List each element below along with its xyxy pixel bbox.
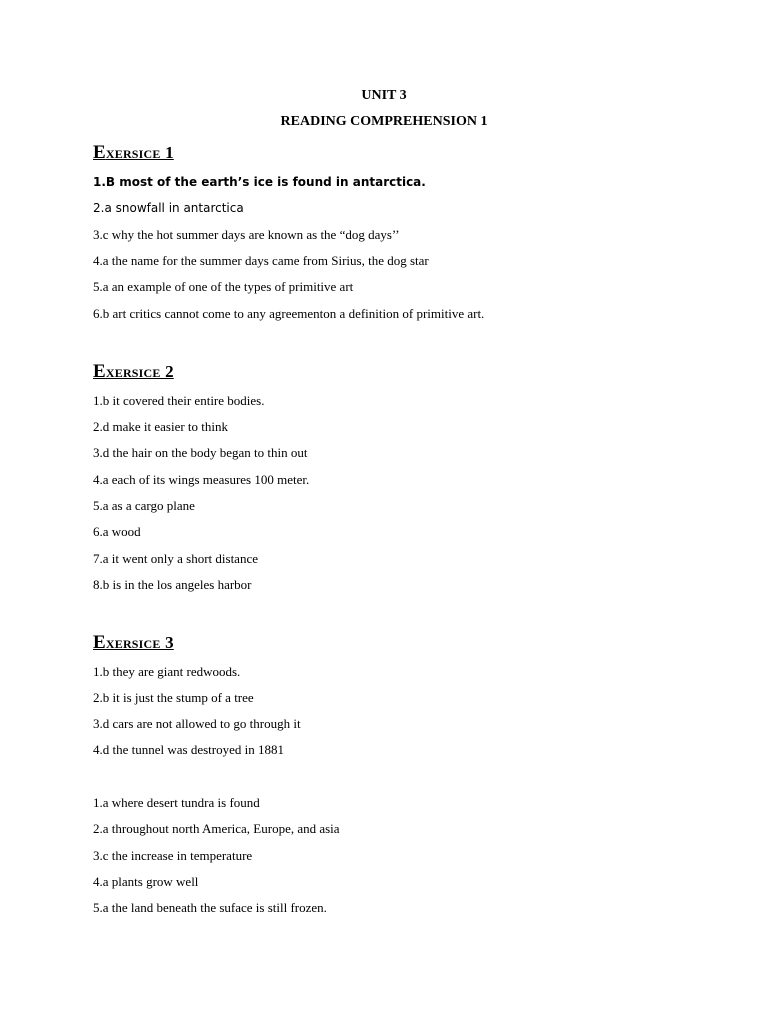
- exercise-3-heading-rest: xersice 3: [105, 633, 174, 652]
- exercise-1-heading: [93, 142, 174, 164]
- exercise-3b-answer-5: 5.a the land beneath the suface is still frozen.: [93, 900, 327, 915]
- exercise-3-answer-2: 2.b it is just the stump of a tree: [93, 690, 254, 705]
- exercise-3-heading-initial: E: [93, 632, 106, 653]
- exercise-3-answer-4: 4.d the tunnel was destroyed in 1881: [93, 742, 284, 757]
- exercise-3b-answer-3: 3.c the increase in temperature: [93, 848, 253, 863]
- reading-comprehension-title: READING COMPREHENSION 1: [280, 114, 488, 129]
- exercise-3-heading: [93, 632, 174, 654]
- exercise-2-answer-6: 6.a wood: [93, 524, 141, 539]
- exercise-3-answer-3: 3.d cars are not allowed to go through it: [93, 716, 301, 731]
- exercise-2-answer-5: 5.a as a cargo plane: [93, 498, 195, 513]
- exercise-2-heading: [93, 361, 174, 383]
- exercise-3b-answer-4: 4.a plants grow well: [93, 874, 199, 889]
- exercise-2-answer-1: 1.b it covered their entire bodies.: [93, 393, 265, 408]
- exercise-1-heading-initial: E: [93, 142, 106, 163]
- exercise-1-answer-3: 3.c why the hot summer days are known as the “dog days’’: [93, 227, 400, 242]
- exercise-3b-answer-2: 2.a throughout north America, Europe, and asia: [93, 821, 340, 836]
- unit-title: UNIT 3: [361, 88, 407, 103]
- exercise-2-answer-8: 8.b is in the los angeles harbor: [93, 577, 252, 592]
- exercise-2-answer-3: 3.d the hair on the body began to thin out: [93, 445, 308, 460]
- exercise-2-answer-7: 7.a it went only a short distance: [93, 551, 258, 566]
- exercise-1-answer-4: 4.a the name for the summer days came from Sirius, the dog star: [93, 253, 429, 268]
- exercise-1-heading-rest: xersice 1: [105, 143, 174, 162]
- exercise-1-answer-6: 6.b art critics cannot come to any agreementon a definition of primitive art.: [93, 306, 485, 321]
- exercise-1-answer-1: 1.B most of the earth’s ice is found in antarctica.: [93, 175, 426, 189]
- exercise-3-answer-1: 1.b they are giant redwoods.: [93, 664, 241, 679]
- exercise-3b-answer-1: 1.a where desert tundra is found: [93, 795, 260, 810]
- exercise-2-heading-rest: xersice 2: [105, 362, 174, 381]
- exercise-1-answer-2: 2.a snowfall in antarctica: [93, 201, 244, 215]
- exercise-1-answer-5: 5.a an example of one of the types of primitive art: [93, 279, 354, 294]
- exercise-2-heading-initial: E: [93, 361, 106, 382]
- exercise-2-answer-2: 2.d make it easier to think: [93, 419, 229, 434]
- exercise-2-answer-4: 4.a each of its wings measures 100 meter.: [93, 472, 310, 487]
